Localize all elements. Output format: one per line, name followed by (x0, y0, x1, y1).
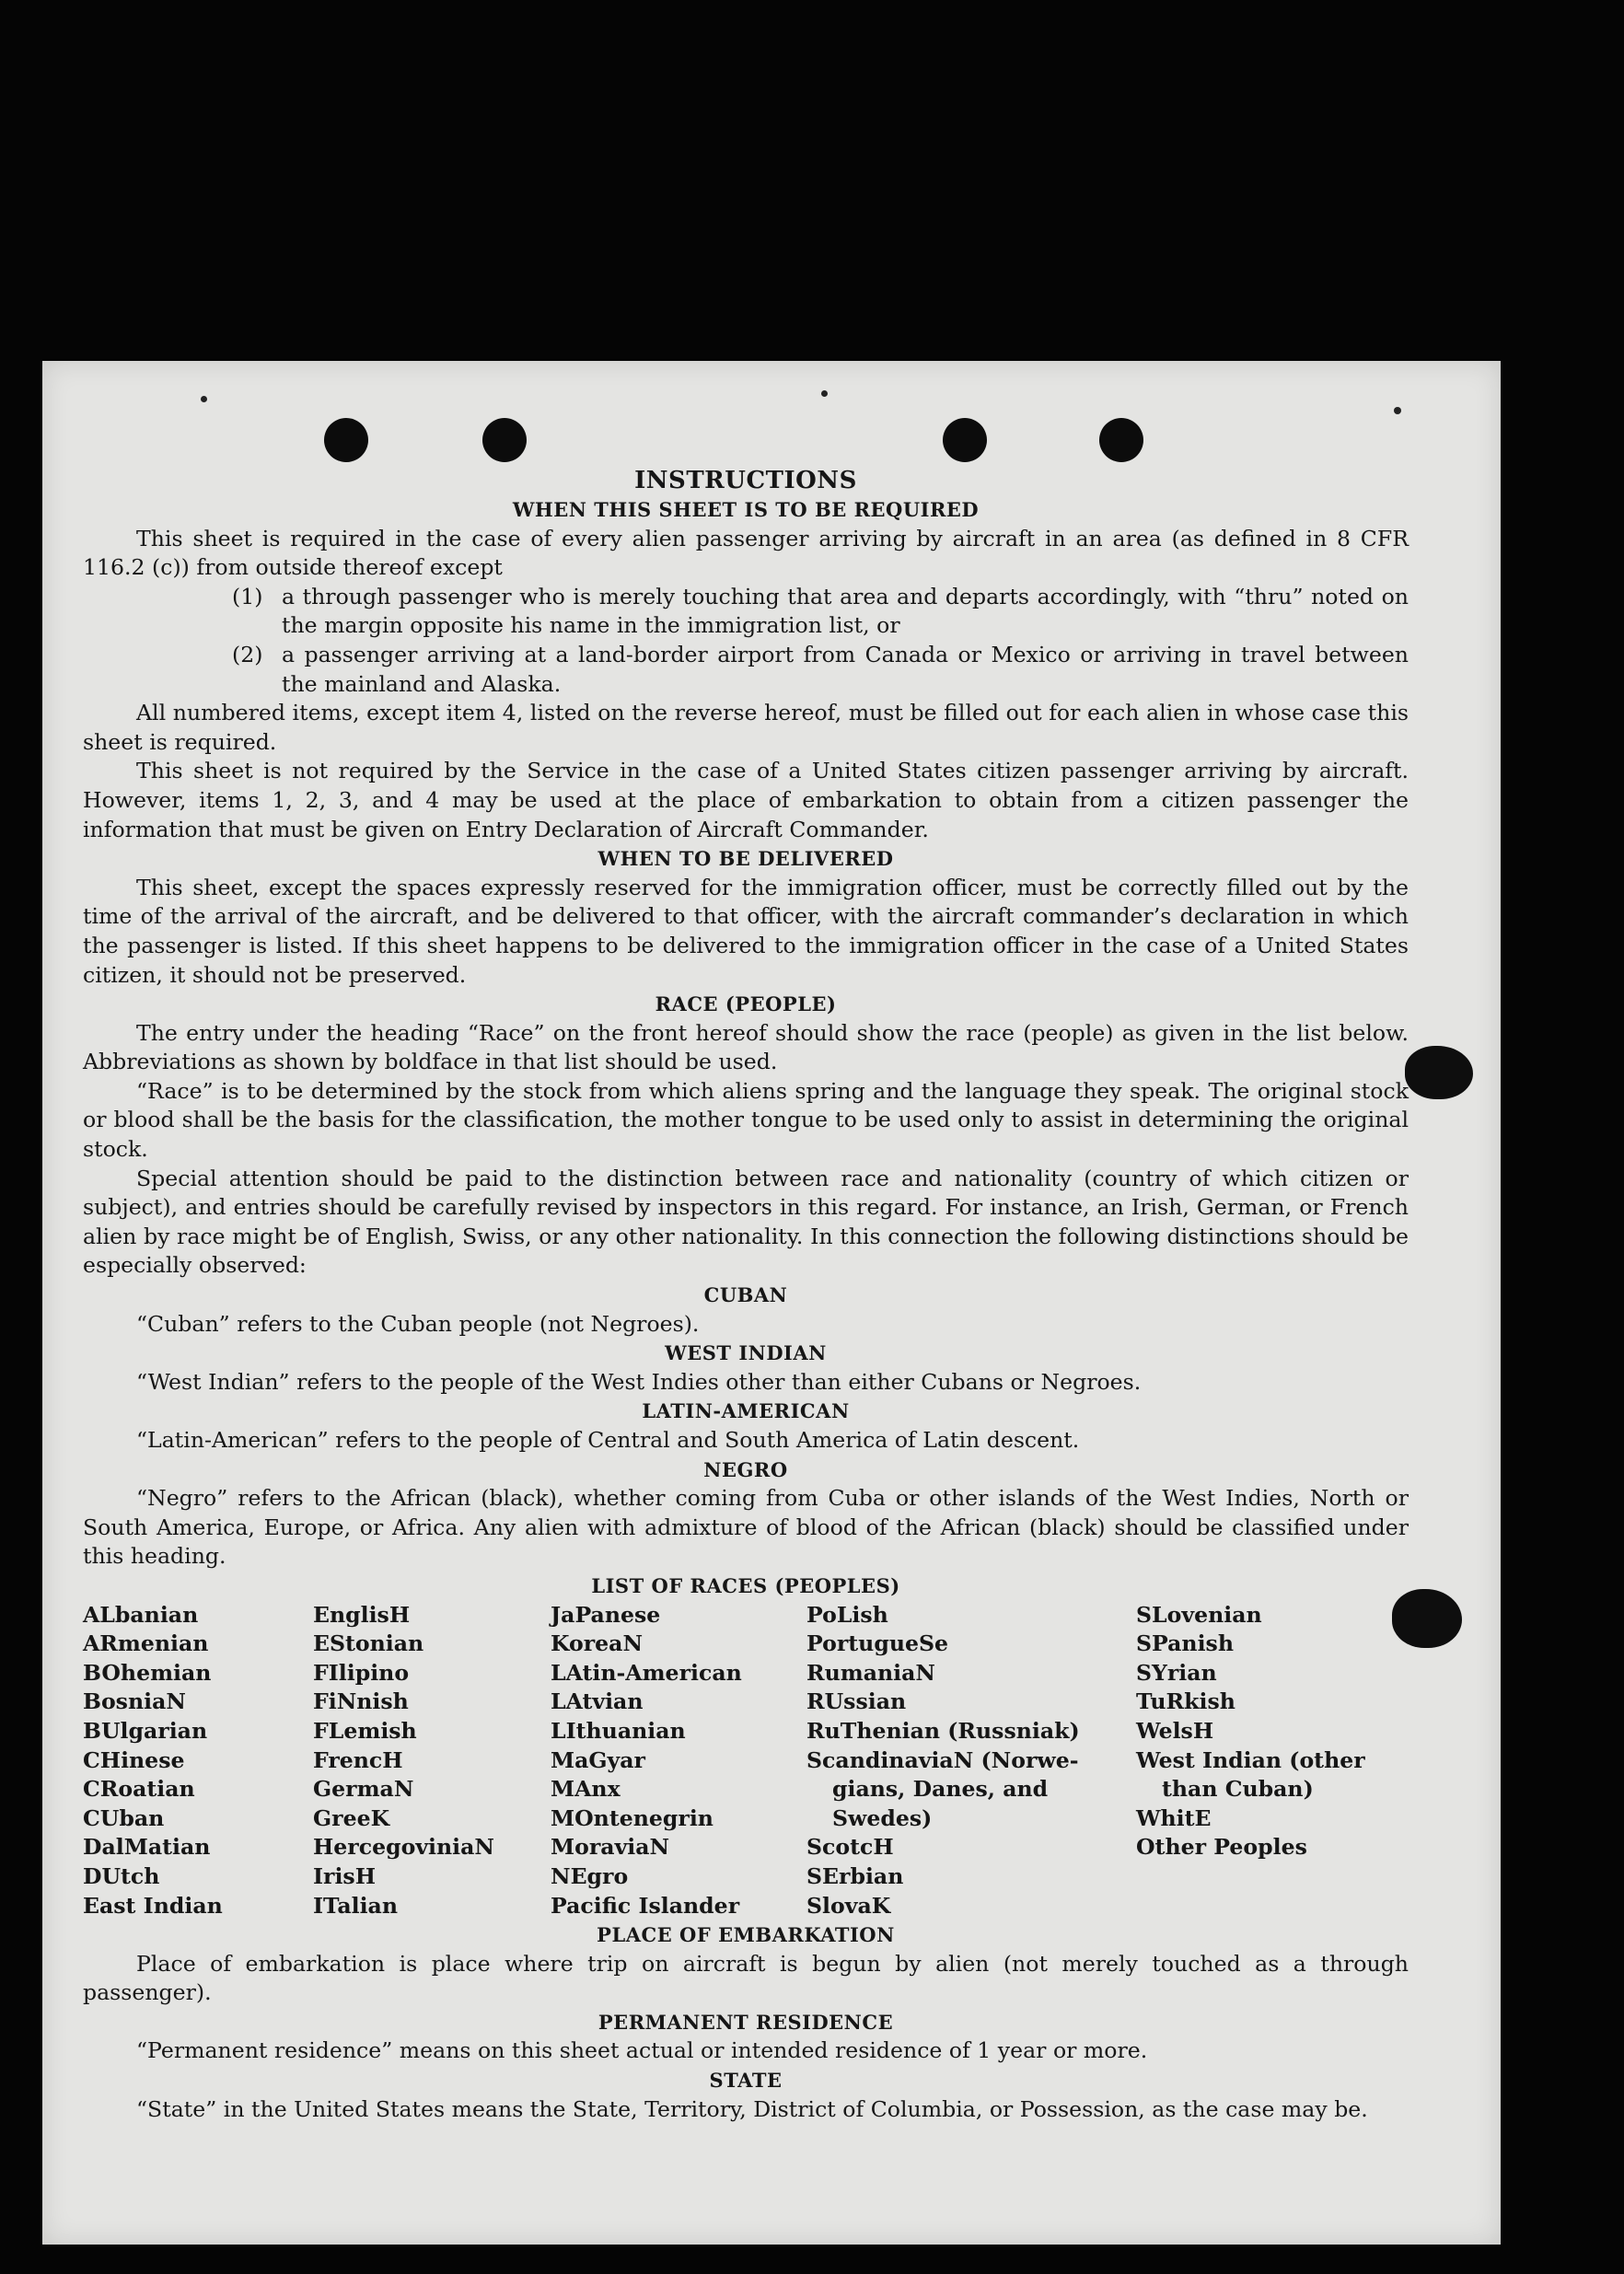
race-item: CHinese (83, 1746, 185, 1773)
race-item: GermaN (313, 1776, 414, 1803)
punch-hole (943, 418, 987, 462)
race-item: MOntenegrin (551, 1804, 713, 1831)
race-item: ScandinaviaN (Norwe- (806, 1746, 1079, 1773)
race-item: TuRkish (1136, 1688, 1235, 1715)
race-item: East Indian (83, 1892, 223, 1919)
instructions-content (83, 466, 1409, 2124)
race-item: LIthuanian (551, 1717, 686, 1744)
race-item: SLovenian (1136, 1601, 1262, 1628)
race-item: MaGyar (551, 1746, 645, 1773)
race-item: Other Peoples (1136, 1834, 1307, 1861)
punch-hole (324, 418, 368, 462)
section-heading: WHEN THIS SHEET IS TO BE REQUIRED (512, 498, 980, 521)
race-item: DUtch (83, 1862, 160, 1889)
section-heading: LATIN-AMERICAN (642, 1399, 850, 1423)
race-item: West Indian (other (1136, 1746, 1365, 1773)
section-heading: PERMANENT RESIDENCE (597, 2010, 894, 2034)
race-item: ARmenian (83, 1630, 209, 1657)
section-heading: PLACE OF EMBARKATION (597, 1923, 895, 1947)
race-item: SlovaK (806, 1892, 891, 1919)
race-item: than Cuban) (1162, 1776, 1314, 1803)
section-heading: CUBAN (703, 1283, 788, 1307)
race-item: CRoatian (83, 1776, 195, 1803)
speck (201, 396, 207, 402)
speck (1394, 407, 1401, 414)
punch-hole (482, 418, 527, 462)
race-item: SErbian (806, 1862, 904, 1889)
race-item: EnglisH (313, 1601, 411, 1628)
paragraph: “Cuban” refers to the Cuban people (not Negroes). (136, 1310, 700, 1337)
item-text: a passenger arriving at a land-border airport from Canada or Mexico or arriving in travel between the mainland and Alaska. (282, 641, 1409, 697)
race-item: CUban (83, 1804, 165, 1831)
race-item: WhitE (1136, 1804, 1212, 1831)
paragraph: Place of embarkation is place where trip on aircraft is begun by alien (not merely touched as a through passenger). (83, 1950, 1409, 2006)
punch-hole (1099, 418, 1143, 462)
race-item: FLemish (313, 1717, 417, 1744)
section-heading: LIST OF RACES (PEOPLES) (591, 1573, 900, 1597)
race-item: SPanish (1136, 1630, 1234, 1657)
race-item: JaPanese (551, 1601, 661, 1628)
paragraph: “State” in the United States means the State, Territory, District of Columbia, or Possession, as the case may be. (136, 2095, 1368, 2122)
race-item: gians, Danes, and (832, 1776, 1049, 1803)
section-heading: STATE (709, 2069, 783, 2093)
races-column (83, 1601, 313, 1921)
race-item: BosniaN (83, 1688, 186, 1715)
race-item: ALbanian (83, 1601, 199, 1628)
ink-blot (1405, 1046, 1473, 1099)
race-item: ScotcH (806, 1834, 894, 1861)
race-item: WelsH (1136, 1717, 1214, 1744)
races-column (806, 1601, 1136, 1921)
race-item: BOhemian (83, 1659, 212, 1686)
paragraph: “West Indian” refers to the people of the West Indies other than either Cubans or Negroes. (136, 1368, 1142, 1395)
race-item: ITalian (313, 1892, 398, 1919)
paragraph: “Latin-American” refers to the people of Central and South America of Latin descent. (136, 1427, 1080, 1453)
race-item: PoLish (806, 1601, 888, 1628)
race-item: RuThenian (Russniak) (806, 1717, 1080, 1744)
race-item: HercegoviniaN (313, 1834, 494, 1861)
race-item: BUlgarian (83, 1717, 208, 1744)
race-item: GreeK (313, 1804, 390, 1831)
race-item: SYrian (1136, 1659, 1217, 1686)
section-heading: WEST INDIAN (665, 1341, 827, 1365)
paragraph: “Negro” refers to the African (black), whether coming from Cuba or other islands of the West Indies, North or South America, Europe, or Africa. Any alien with admixture of blood of the African (black) should be classified under this heading. (83, 1485, 1409, 1570)
paragraph: This sheet, except the spaces expressly reserved for the immigration officer, must be correctly filled out by the time of the arrival of the aircraft, and be delivered to that officer, with the aircraft commander’s declaration in which the passenger is listed. If this sheet happens to be delivered to the immigration officer in the case of a United States citizen, it should not be preserved. (83, 874, 1409, 988)
race-item: NEgro (551, 1862, 629, 1889)
paragraph: Special attention should be paid to the distinction between race and nationality (country of which citizen or subject), and entries should be carefully revised by inspectors in this regard. For instance, an Irish, German, or French alien by race might be of English, Swiss, or any other nationality. In this connection the following distinctions should be especially observed: (83, 1165, 1409, 1279)
paragraph: This sheet is not required by the Service in the case of a United States citizen passenger arriving by aircraft. However, items 1, 2, 3, and 4 may be used at the place of embarkation to obtain from a citizen passenger the information that must be given on Entry Declaration of Aircraft Commander. (83, 758, 1409, 842)
races-column (1136, 1601, 1385, 1921)
section-heading: WHEN TO BE DELIVERED (597, 847, 894, 871)
section-heading: RACE (PEOPLE) (655, 992, 837, 1016)
race-item: PortugueSe (806, 1630, 949, 1657)
race-item: MAnx (551, 1776, 621, 1803)
race-item: MoraviaN (551, 1834, 670, 1861)
races-list (83, 1601, 1409, 1921)
race-item: EStonian (313, 1630, 424, 1657)
list-item (83, 583, 1409, 641)
race-item: Pacific Islander (551, 1892, 740, 1919)
paragraph: This sheet is required in the case of every alien passenger arriving by aircraft in an area (as defined in 8 CFR 116.2 (c)) from outside thereof except (83, 525, 1409, 581)
races-column (313, 1601, 551, 1921)
paragraph: “Permanent residence” means on this sheet actual or intended residence of 1 year or more. (136, 2037, 1148, 2064)
race-item: FIlipino (313, 1659, 410, 1686)
item-number: (2) (232, 641, 263, 667)
race-item: KoreaN (551, 1630, 644, 1657)
page-title: INSTRUCTIONS (634, 467, 857, 494)
races-column (551, 1601, 806, 1921)
race-item: FiNnish (313, 1688, 409, 1715)
race-item: Swedes) (832, 1804, 933, 1831)
item-text: a through passenger who is merely touching that area and departs accordingly, with “thru” noted on the margin opposite his name in the immigration list, or (282, 583, 1409, 639)
race-item: RUssian (806, 1688, 907, 1715)
speck (821, 390, 828, 397)
paragraph: All numbered items, except item 4, listed on the reverse hereof, must be filled out for each alien in whose case this sheet is required. (83, 700, 1409, 755)
race-item: LAtvian (551, 1688, 644, 1715)
race-item: IrisH (313, 1862, 377, 1889)
race-item: DalMatian (83, 1834, 211, 1861)
paragraph: “Race” is to be determined by the stock from which aliens spring and the language they speak. The original stock or blood shall be the basis for the classification, the mother tongue to be used only to assist in determining the original stock. (83, 1077, 1409, 1163)
race-item: RumaniaN (806, 1659, 935, 1686)
item-number: (1) (232, 583, 263, 609)
race-item: LAtin-American (551, 1659, 742, 1686)
section-heading: NEGRO (703, 1457, 788, 1481)
paragraph: The entry under the heading “Race” on the front hereof should show the race (people) as given in the list below. Abbreviations as shown by boldface in that list should be used. (83, 1019, 1409, 1075)
race-item: FrencH (313, 1746, 403, 1773)
list-item (83, 641, 1409, 699)
